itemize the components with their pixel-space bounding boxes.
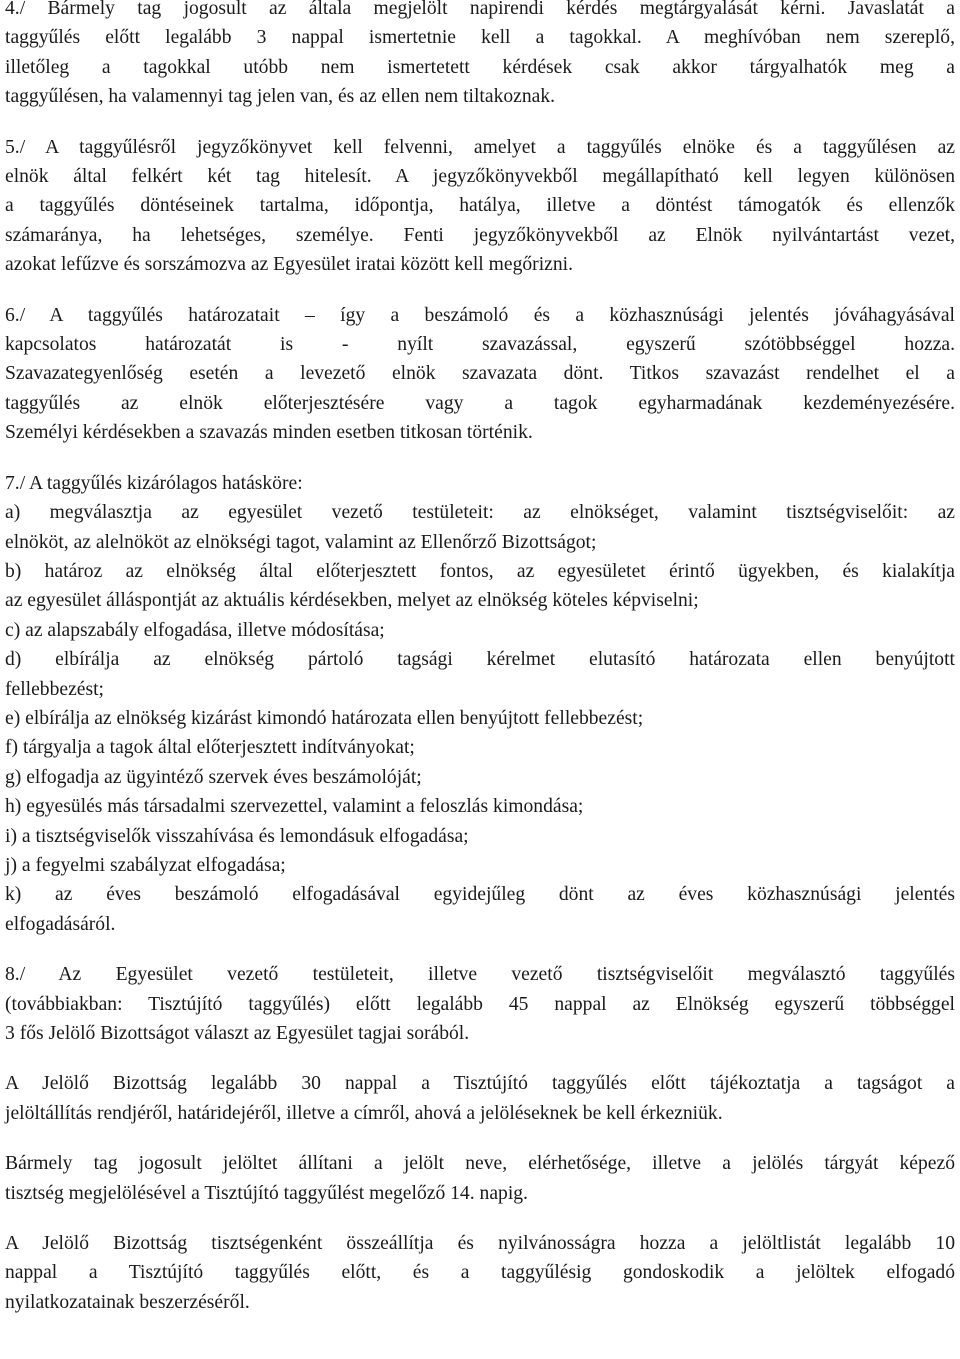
text-line: nyilatkozatainak beszerzéséről. — [5, 1291, 250, 1313]
text-line: a taggyűlés döntéseinek tartalma, időpontja, hatálya, illetve a döntést támogatók és ellenzők — [5, 195, 955, 217]
paragraph-nomination-rights — [5, 1149, 955, 1208]
paragraph-nominating-committee — [5, 1069, 955, 1128]
list-item: elfogadásáról. — [5, 913, 116, 935]
list-item: c) az alapszabály elfogadása, illetve módosítása; — [5, 619, 385, 641]
list-item: b) határoz az elnökség által előterjesztett fontos, az egyesületet érintő ügyekben, és kialakítja — [5, 560, 955, 582]
paragraph-8 — [5, 960, 955, 1048]
list-item: g) elfogadja az ügyintéző szervek éves beszámolóját; — [5, 766, 422, 788]
text-line: kapcsolatos határozatát is - nyílt szavazással, egyszerű szótöbbséggel hozza. — [5, 334, 955, 356]
text-line: jelöltállítás rendjéről, határidejéről, illetve a címről, ahová a jelöléseknek be kell érkezniük. — [5, 1102, 723, 1124]
text-line: taggyűlés előtt legalább 3 nappal ismertetnie kell a tagokkal. A meghívóban nem szereplő, — [5, 27, 955, 49]
text-line: A Jelölő Bizottság tisztségenként összeállítja és nyilvánosságra hozza a jelöltlistát legalább 10 — [5, 1233, 955, 1255]
text-line: taggyűlésen, ha valamennyi tag jelen van, és az ellen nem tiltakoznak. — [5, 86, 556, 108]
text-line: (továbbiakban: Tisztújító taggyűlés) előtt legalább 45 nappal az Elnökség egyszerű többséggel — [5, 993, 955, 1015]
paragraph-5 — [5, 133, 955, 280]
list-item: i) a tisztségviselők visszahívása és lemondásuk elfogadása; — [5, 825, 469, 847]
list-item: d) elbírálja az elnökség pártoló tagsági kérelmet elutasító határozata ellen benyújtott — [5, 649, 955, 671]
text-line: nappal a Tisztújító taggyűlés előtt, és a taggyűlésig gondoskodik a jelöltek elfogadó — [5, 1262, 955, 1284]
list-item: a) megválasztja az egyesület vezető testületeit: az elnökséget, valamint tisztségviselőit: az — [5, 502, 955, 524]
list-item: fellebbezést; — [5, 678, 105, 700]
list-item: h) egyesülés más társadalmi szervezettel, valamint a feloszlás kimondása; — [5, 796, 584, 818]
list-heading: 7./ A taggyűlés kizárólagos hatásköre: — [5, 472, 303, 494]
list-item: e) elbírálja az elnökség kizárást kimondó határozata ellen benyújtott fellebbezést; — [5, 707, 644, 729]
list-item: f) tárgyalja a tagok által előterjesztett indítványokat; — [5, 737, 415, 759]
text-line: 4./ Bármely tag jogosult az általa megjelölt napirendi kérdés megtárgyalását kérni. Javaslatát a — [5, 0, 955, 19]
text-line: A Jelölő Bizottság legalább 30 nappal a Tisztújító taggyűlés előtt tájékoztatja a tagságot a — [5, 1073, 955, 1095]
text-line: 8./ Az Egyesület vezető testületeit, illetve vezető tisztségviselőit megválasztó taggyűlés — [5, 964, 955, 986]
paragraph-7-powers-list — [5, 469, 955, 940]
text-line: tisztség megjelölésével a Tisztújító taggyűlést megelőző 14. napig. — [5, 1182, 528, 1204]
text-line: 6./ A taggyűlés határozatait – így a beszámoló és a közhasznúsági jelentés jóváhagyásával — [5, 304, 955, 326]
list-item: j) a fegyelmi szabályzat elfogadása; — [5, 854, 286, 876]
text-line: elnök által felkért két tag hitelesít. A jegyzőkönyvekből megállapítható kell legyen különösen — [5, 166, 955, 188]
text-line: Személyi kérdésekben a szavazás minden esetben titkosan történik. — [5, 422, 533, 444]
text-line: Bármely tag jogosult jelöltet állítani a jelölt neve, elérhetősége, illetve a jelölés tárgyát képező — [5, 1153, 955, 1175]
text-line: illetőleg a tagokkal utóbb nem ismertetett kérdések csak akkor tárgyalhatók meg a — [5, 56, 955, 78]
text-line: azokat lefűzve és sorszámozva az Egyesület iratai között kell megőrizni. — [5, 254, 573, 276]
paragraph-6 — [5, 301, 955, 448]
text-line: taggyűlés az elnök előterjesztésére vagy a tagok egyharmadának kezdeményezésére. — [5, 392, 955, 414]
text-line: 5./ A taggyűlésről jegyzőkönyvet kell felvenni, amelyet a taggyűlés elnöke és a taggyűlésen az — [5, 136, 955, 158]
list-item: elnököt, az alelnököt az elnökségi tagot, valamint az Ellenőrző Bizottságot; — [5, 531, 597, 553]
text-line: számaránya, ha lehetséges, személye. Fenti jegyzőkönyvekből az Elnök nyilvántartást vezet, — [5, 224, 955, 246]
text-line: 3 fős Jelölő Bizottságot választ az Egyesület tagjai sorából. — [5, 1023, 470, 1044]
list-item: az egyesület álláspontját az aktuális kérdésekben, melyet az elnökség köteles képviselni; — [5, 590, 699, 612]
paragraph-4 — [5, 0, 955, 112]
list-item: k) az éves beszámoló elfogadásával egyidejűleg dönt az éves közhasznúsági jelentés — [5, 884, 955, 906]
paragraph-candidate-list — [5, 1229, 955, 1317]
document-page — [5, 0, 955, 1338]
text-line: Szavazategyenlőség esetén a levezető elnök szavazata dönt. Titkos szavazást rendelhet el a — [5, 363, 955, 385]
